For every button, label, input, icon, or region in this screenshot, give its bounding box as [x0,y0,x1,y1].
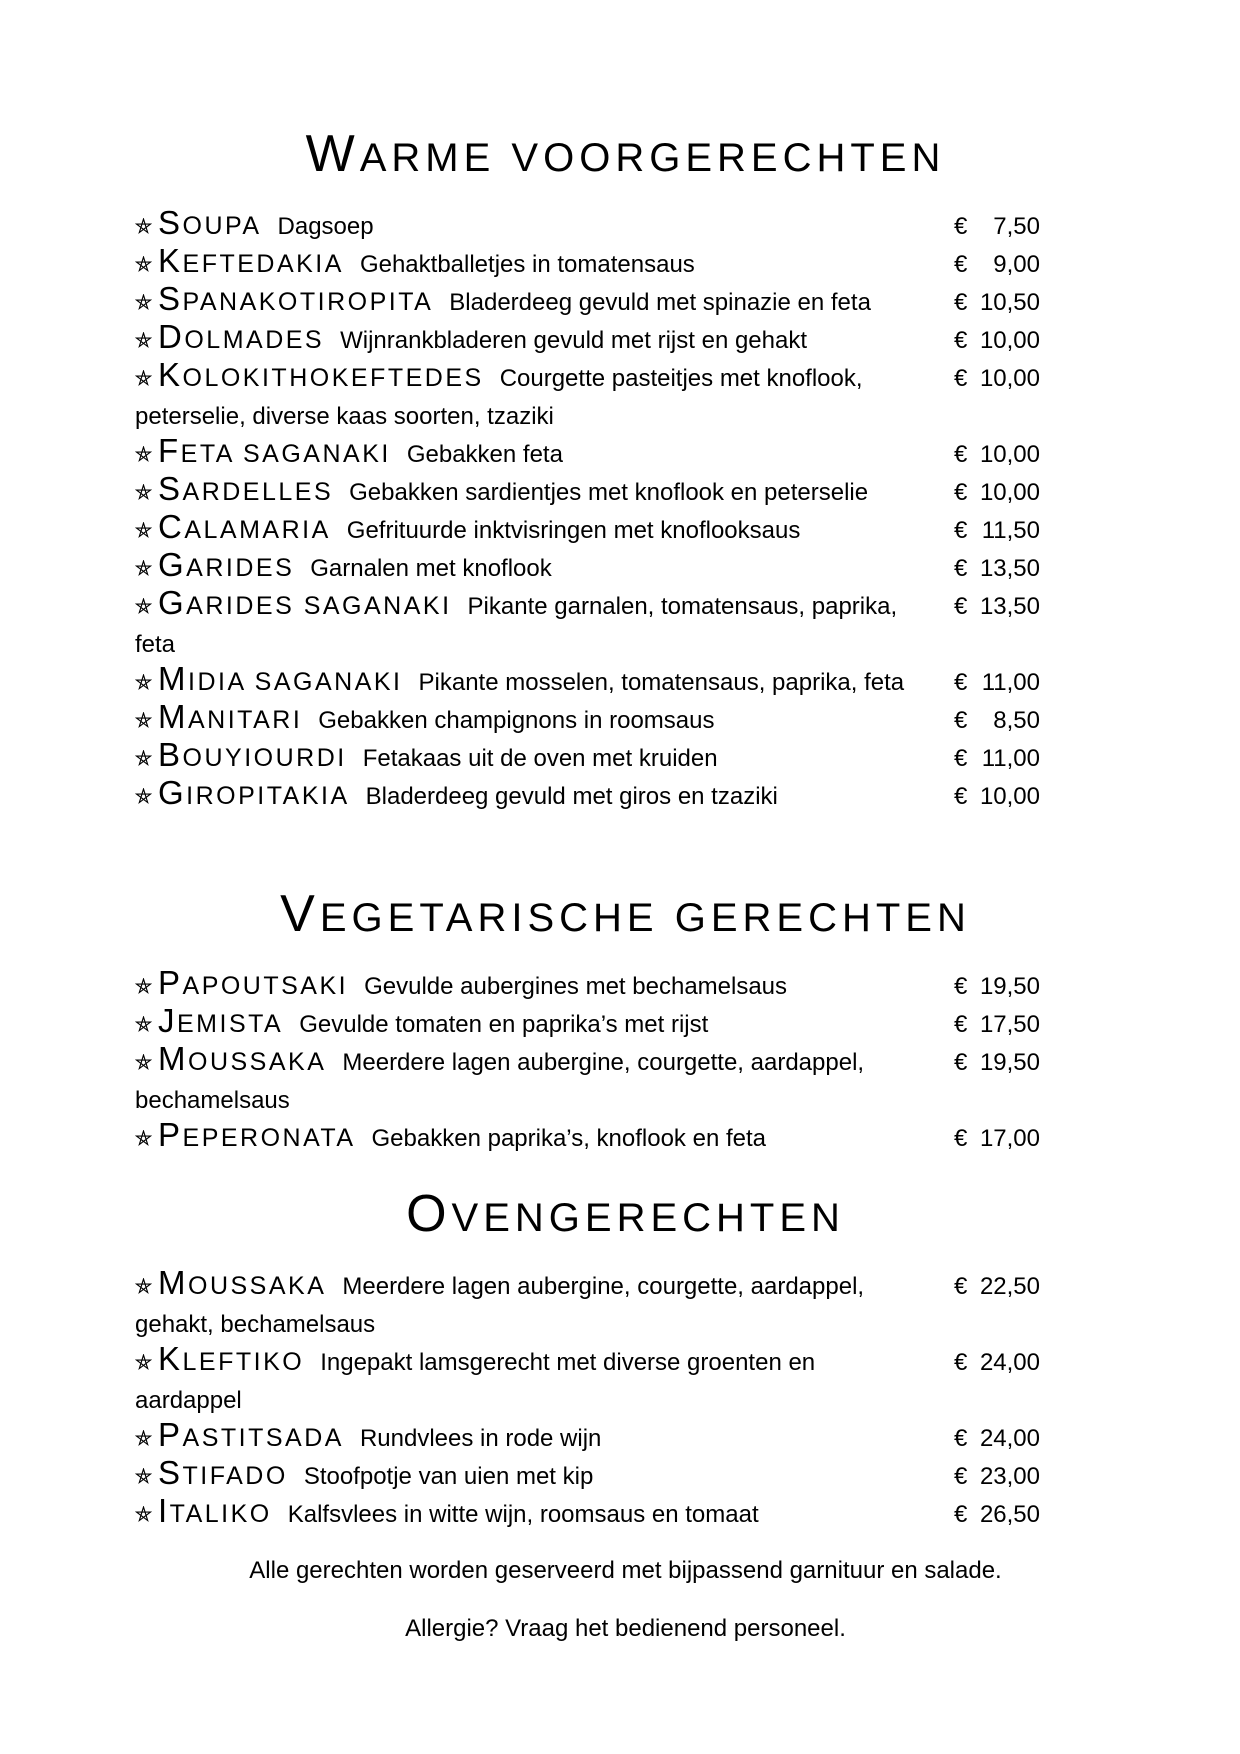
price-amount: 24,00 [979,1349,1040,1376]
dish-price [954,588,1040,626]
dish-price [954,1458,1040,1496]
dish-name: SPANAKOTIROPITA [158,280,434,317]
menu-item-row [135,204,1040,246]
menu-sections [135,125,1040,1534]
price-amount: 17,50 [979,1011,1040,1038]
dish-name: PEPERONATA [158,1116,356,1153]
menu-section [135,1185,1040,1534]
menu-item-row [135,280,1040,322]
menu-item-row [135,584,1040,664]
dish-price [954,436,1040,474]
dish-price [954,1044,1040,1082]
dish-name: STIFADO [158,1454,288,1491]
menu-item-row [135,318,1040,360]
menu-item-row [135,1040,1040,1120]
price-amount: 8,50 [993,707,1040,734]
menu-item-text [135,660,954,702]
menu-section-rows [135,204,1040,816]
star-icon [135,712,152,729]
menu-item-row [135,964,1040,1006]
currency-symbol: € [954,1425,968,1452]
dish-price [954,550,1040,588]
dish-price [954,778,1040,816]
price-amount: 11,00 [981,745,1040,772]
menu-item-row [135,1002,1040,1044]
dish-price [954,512,1040,550]
star-icon [135,674,152,691]
menu-section-rows [135,964,1040,1158]
menu-item-text [135,1492,954,1534]
dish-description: Gebakken champignons in roomsaus [318,707,715,734]
section-title: WARME VOORGERECHTEN [305,125,946,183]
menu-item-row [135,1340,1040,1420]
dish-price [954,246,1040,284]
menu-section-rows [135,1264,1040,1534]
menu-item-text [135,964,954,1006]
price-amount: 22,50 [979,1273,1040,1300]
currency-symbol: € [954,441,968,468]
currency-symbol: € [954,517,968,544]
menu-item-row [135,242,1040,284]
dish-price [954,1268,1040,1306]
currency-symbol: € [954,1501,968,1528]
dish-description: Ingepakt lamsgerecht met diverse groenten en aardappel [135,1349,816,1414]
dish-name: SARDELLES [158,470,334,507]
price-amount: 13,50 [979,593,1040,620]
currency-symbol: € [954,213,968,240]
price-amount: 24,00 [979,1425,1040,1452]
menu-item-row [135,1492,1040,1534]
currency-symbol: € [954,479,968,506]
star-icon [135,750,152,767]
dish-name: SOUPA [158,204,262,241]
currency-symbol: € [954,707,968,734]
star-icon [135,1506,152,1523]
menu-item-text [135,204,954,246]
dish-description: Garnalen met knoflook [310,555,552,582]
menu-item-text [135,470,954,512]
star-icon [135,332,152,349]
menu-item-text [135,1002,954,1044]
dish-description: Meerdere lagen aubergine, courgette, aardappel, bechamelsaus [135,1049,865,1114]
dish-description: Meerdere lagen aubergine, courgette, aardappel, gehakt, bechamelsaus [135,1273,865,1338]
currency-symbol: € [954,289,968,316]
star-icon [135,256,152,273]
footer-note-garnish: Alle gerechten worden geserveerd met bijpassend garnituur en salade. [249,1557,1002,1584]
menu-item-text [135,356,954,436]
currency-symbol: € [954,745,968,772]
dish-description: Kalfsvlees in witte wijn, roomsaus en tomaat [287,1501,759,1528]
menu-item-text [135,508,954,550]
currency-symbol: € [954,973,968,1000]
dish-name: PAPOUTSAKI [158,964,349,1001]
dish-description: Gehaktballetjes in tomatensaus [359,251,695,278]
currency-symbol: € [954,555,968,582]
dish-description: Rundvlees in rode wijn [359,1425,602,1452]
star-icon [135,598,152,615]
menu-item-text [135,1116,954,1158]
menu-item-row [135,1116,1040,1158]
dish-name: KEFTEDAKIA [158,242,344,279]
menu-item-row [135,1454,1040,1496]
price-amount: 23,00 [979,1463,1040,1490]
dish-price [954,702,1040,740]
dish-price [954,284,1040,322]
dish-description: Gefrituurde inktvisringen met knoflooksaus [346,517,801,544]
dish-price [954,1344,1040,1382]
menu-item-text [135,1454,954,1496]
footer-note-allergy: Allergie? Vraag het bedienend personeel. [405,1615,846,1642]
menu-item-row [135,356,1040,436]
star-icon [135,1278,152,1295]
star-icon [135,522,152,539]
currency-symbol: € [954,251,968,278]
section-title: OVENGERECHTEN [406,1185,845,1243]
dish-price [954,1496,1040,1534]
menu-item-text [135,1040,954,1120]
star-icon [135,294,152,311]
dish-description: Fetakaas uit de oven met kruiden [362,745,718,772]
price-amount: 10,50 [979,289,1040,316]
currency-symbol: € [954,669,968,696]
dish-name: DOLMADES [158,318,325,355]
dish-name: BOUYIOURDI [158,736,347,773]
price-amount: 26,50 [979,1501,1040,1528]
star-icon [135,788,152,805]
menu-item-row [135,698,1040,740]
dish-price [954,322,1040,360]
dish-name: GARIDES SAGANAKI [158,584,452,621]
menu-item-text [135,546,954,588]
currency-symbol: € [954,1049,968,1076]
price-amount: 19,50 [979,973,1040,1000]
star-icon [135,1130,152,1147]
price-amount: 11,50 [981,517,1040,544]
currency-symbol: € [954,1463,968,1490]
dish-name: ITALIKO [158,1492,272,1529]
price-amount: 19,50 [979,1049,1040,1076]
menu-item-text [135,698,954,740]
price-amount: 7,50 [993,213,1040,240]
dish-name: MOUSSAKA [158,1040,327,1077]
dish-description: Gebakken feta [406,441,563,468]
menu-item-row [135,470,1040,512]
star-icon [135,1468,152,1485]
dish-price [954,1006,1040,1044]
dish-name: CALAMARIA [158,508,331,545]
price-amount: 10,00 [979,365,1040,392]
dish-name: MANITARI [158,698,303,735]
price-amount: 11,00 [981,669,1040,696]
currency-symbol: € [954,1125,968,1152]
dish-description: Gevulde aubergines met bechamelsaus [364,973,788,1000]
price-amount: 10,00 [979,783,1040,810]
menu-item-row [135,1264,1040,1344]
currency-symbol: € [954,365,968,392]
price-amount: 13,50 [979,555,1040,582]
menu-item-text [135,1340,954,1420]
menu-item-row [135,1416,1040,1458]
dish-price [954,664,1040,702]
star-icon [135,1354,152,1371]
menu-item-text [135,242,954,284]
star-icon [135,978,152,995]
dish-name: GARIDES [158,546,295,583]
star-icon [135,446,152,463]
star-icon [135,1430,152,1447]
menu-item-row [135,774,1040,816]
dish-price [954,740,1040,778]
menu-item-row [135,736,1040,778]
dish-description: Courgette pasteitjes met knoflook, peterselie, diverse kaas soorten, tzaziki [135,365,863,430]
currency-symbol: € [954,1011,968,1038]
dish-description: Stoofpotje van uien met kip [303,1463,594,1490]
menu-item-text [135,584,954,664]
currency-symbol: € [954,1273,968,1300]
dish-name: PASTITSADA [158,1416,344,1453]
menu-item-row [135,660,1040,702]
star-icon [135,370,152,387]
currency-symbol: € [954,783,968,810]
menu-item-text [135,1416,954,1458]
menu-item-row [135,508,1040,550]
dish-price [954,208,1040,246]
section-title: VEGETARISCHE GERECHTEN [280,885,971,943]
dish-description: Dagsoep [277,213,374,240]
star-icon [135,484,152,501]
menu-section [135,885,1040,1158]
currency-symbol: € [954,327,968,354]
star-icon [135,1016,152,1033]
dish-name: KOLOKITHOKEFTEDES [158,356,484,393]
menu-item-text [135,1264,954,1344]
dish-price [954,1420,1040,1458]
menu-item-text [135,280,954,322]
dish-price [954,968,1040,1006]
star-icon [135,1054,152,1071]
dish-name: KLEFTIKO [158,1340,305,1377]
menu-item-text [135,432,954,474]
currency-symbol: € [954,593,968,620]
dish-name: GIROPITAKIA [158,774,350,811]
star-icon [135,560,152,577]
dish-description: Bladerdeeg gevuld met spinazie en feta [449,289,871,316]
price-amount: 17,00 [979,1125,1040,1152]
dish-name: FETA SAGANAKI [158,432,391,469]
dish-description: Pikante mosselen, tomatensaus, paprika, feta [418,669,905,696]
menu-item-text [135,736,954,778]
price-amount: 10,00 [979,479,1040,506]
menu-item-row [135,546,1040,588]
dish-description: Pikante garnalen, tomatensaus, paprika, feta [135,593,898,658]
star-icon [135,218,152,235]
dish-description: Gebakken sardientjes met knoflook en peterselie [349,479,869,506]
dish-price [954,360,1040,398]
menu-section [135,125,1040,816]
menu-item-row [135,432,1040,474]
dish-name: MOUSSAKA [158,1264,327,1301]
menu-item-text [135,318,954,360]
dish-description: Wijnrankbladeren gevuld met rijst en gehakt [340,327,808,354]
dish-description: Gevulde tomaten en paprika’s met rijst [299,1011,709,1038]
dish-price [954,474,1040,512]
dish-price [954,1120,1040,1158]
dish-name: JEMISTA [158,1002,284,1039]
menu-item-text [135,774,954,816]
dish-description: Gebakken paprika’s, knoflook en feta [371,1125,766,1152]
price-amount: 10,00 [979,441,1040,468]
dish-description: Bladerdeeg gevuld met giros en tzaziki [365,783,778,810]
dish-name: MIDIA SAGANAKI [158,660,403,697]
price-amount: 9,00 [993,251,1040,278]
currency-symbol: € [954,1349,968,1376]
price-amount: 10,00 [979,327,1040,354]
